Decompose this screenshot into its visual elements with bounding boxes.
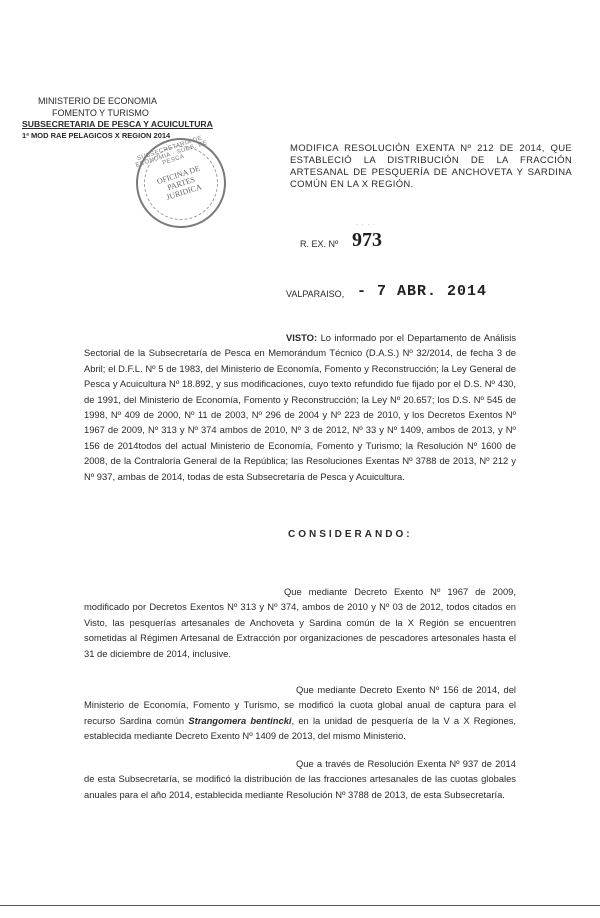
resolution-number: 973 <box>352 229 382 251</box>
resolution-subject: MODIFICA RESOLUCIÓN EXENTA Nº 212 DE 2014, QUE ESTABLECIÓ LA DISTRIBUCIÓN DE LA FRACCIÓN ARTESANAL DE PESQUERÍA DE ANCHOVETA Y SARDINA COMÚN EN LA X REGIÓN. <box>290 143 572 190</box>
subsecretaria-name: SUBSECRETARIA DE PESCA Y ACUICULTURA <box>22 119 213 129</box>
footer-line <box>0 905 600 906</box>
separator-dots: · · · · <box>356 222 376 228</box>
visto-paragraph <box>84 330 516 484</box>
reference-code: 1ª MOD RAE PELAGICOS X REGION 2014 <box>22 131 171 140</box>
date-place: VALPARAISO, <box>286 289 345 299</box>
visto-label: VISTO: <box>286 332 318 343</box>
ministry-name: MINISTERIO DE ECONOMIA <box>38 96 158 106</box>
considerando-title: CONSIDERANDO: <box>288 529 413 540</box>
date-stamp: - 7 ABR. 2014 <box>357 283 488 300</box>
office-stamp <box>124 126 237 239</box>
considerando-paragraph-3: Que a través de Resolución Exenta Nº 937 de 2014 de esta Subsecretaría, se modificó la distribución de las fracciones artesanales de las cuotas globales anuales para el año 2014, establecida mediante Resolución Nº 3788 de 2013, de esta Subsecretaría. <box>84 758 516 800</box>
considerando-paragraph-1: Que mediante Decreto Exento Nº 1967 de 2009, modificado por Decretos Exentos Nº 313 y Nº 374, ambos de 2010 y Nº 03 de 2012, todos citados en Visto, las pesquerías artesanales de Anchoveta y Sardina común de la X Región se encuentren sometidas al Régimen Artesanal de Extracción por organizaciones de pescadores artesonales hasta el 31 de diciembre de 2014, inclusive. <box>84 586 516 659</box>
species-name: Strangomera bentincki <box>188 714 292 726</box>
stamp-ring-text: SUBSECRETARIA DE ECONOMIA · SUBS. DE PESCA <box>135 135 209 169</box>
considerando-p2-text-a: Que mediante Decreto Exento Nº 156 de 2014, del Ministerio de Economía, Fomento y Turismo, se modificó la cuota global anual de captura para el recurso Sardina común <box>84 684 516 726</box>
considerando-paragraph-2 <box>84 682 516 744</box>
visto-text: Lo informado por el Departamento de Análisis Sectorial de la Subsecretaría de Pesca en Memorándum Técnico (D.A.S.) Nº 32/2014, de fecha 3 de Abril; el D.F.L. Nº 5 de 1983, del Ministerio de Economía, Fomento y Reconstrucción; la Ley General de Pesca y Acuicultura Nº 18.892, y sus modificaciones, cuyo texto refundido fue fijado por el D.S. Nº 430, de 1991, del Ministerio de Economía, Fomento y Reconstrucción; la Ley Nº 20.657; los D.S. Nº 545 de 1998, Nº 409 de 2000, Nº 11 de 2003, Nº 296 de 2004 y Nº 223 de 2010, y los Decretos Exentos Nº 1967 de 2009, Nº 313 y Nº 374 ambos de 2010, Nº 3 de 2012, Nº 33 y Nº 1409, ambos de 2013, y Nº 156 de 2014todos del actual Ministerio de Economía, Fomento y Turismo; la Resolución Nº 1600 de 2008, de la Contraloría General de la República; las Resoluciones Exentas Nº 3788 de 2013, Nº 212 y Nº 937, ambas de 2014, todas de esta Subsecretaría de Pesca y Acuicultura. <box>84 332 517 482</box>
ministry-subtitle: FOMENTO Y TURISMO <box>52 108 149 118</box>
considerando-p2-text-b: , en la unidad de pesquería de la V a X Regiones, establecida mediante Decreto Exento Nº 1409 de 2013, del mismo Ministerio. <box>84 714 516 742</box>
resolution-label: R. EX. Nº <box>300 239 339 249</box>
stamp-center-text: OFICINA DE PARTES JURIDICA <box>155 163 203 202</box>
